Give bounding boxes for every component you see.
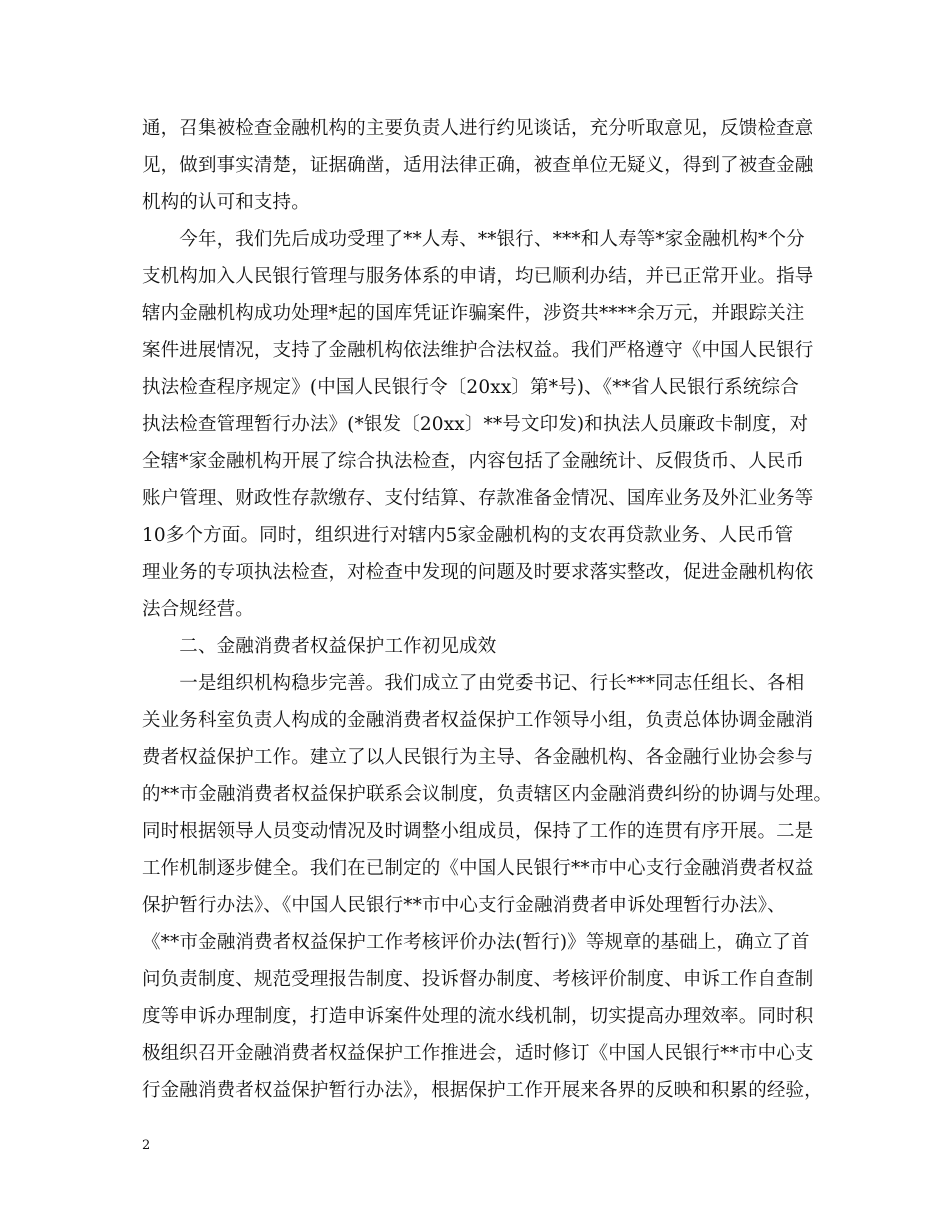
text-line: 一是组织机构稳步完善。我们成立了由党委书记、行长***同志任组长、各相 (142, 673, 805, 694)
text-line: 执法检查管理暂行办法》(*银发〔20xx〕**号文印发)和执法人员廉政卡制度，对 (142, 414, 809, 435)
text-line: 同时根据领导人员变动情况及时调整小组成员，保持了工作的连贯有序开展。二是 (142, 821, 814, 842)
text-line: 通，召集被检查金融机构的主要负责人进行约见谈话，充分听取意见，反馈检查意 (142, 118, 814, 139)
text-line: 《**市金融消费者权益保护工作考核评价办法(暂行)》等规章的基础上，确立了首 (142, 932, 810, 953)
text-line: 行金融消费者权益保护暂行办法》，根据保护工作开展来各界的反映和积累的经验， (142, 1080, 823, 1101)
text-line: 的**市金融消费者权益保护联系会议制度，负责辖区内金融消费纠纷的协调与处理。 (142, 784, 833, 805)
page-number: 2 (142, 1138, 151, 1153)
text-line: 账户管理、财政性存款缴存、支付结算、存款准备金情况、国库业务及外汇业务等 (142, 488, 814, 509)
text-line: 10多个方面。同时，组织进行对辖内5家金融机构的支农再贷款业务、人民币管 (142, 525, 794, 546)
text-line: 法合规经营。 (142, 599, 254, 620)
text-line: 今年，我们先后成功受理了**人寿、**银行、***和人寿等*家金融机构*个分 (142, 229, 805, 250)
text-line: 见，做到事实清楚，证据确凿，适用法律正确，被查单位无疑义，得到了被查金融 (142, 155, 814, 176)
text-line: 执法检查程序规定》(中国人民银行令〔20xx〕第*号)、《**省人民银行系统综合 (142, 377, 799, 398)
text-line: 辖内金融机构成功处理*起的国库凭证诈骗案件，涉资共****余万元，并跟踪关注 (142, 303, 805, 324)
text-line: 工作机制逐步健全。我们在已制定的《中国人民银行**市中心支行金融消费者权益 (142, 858, 814, 879)
text-line: 理业务的专项执法检查，对检查中发现的问题及时要求落实整改，促进金融机构依 (142, 562, 814, 583)
text-line: 保护暂行办法》、《中国人民银行**市中心支行金融消费者申诉处理暂行办法》、 (142, 895, 786, 916)
section-heading: 二、金融消费者权益保护工作初见成效 (142, 636, 497, 657)
text-line: 全辖*家金融机构开展了综合执法检查，内容包括了金融统计、反假货币、人民币 (142, 451, 805, 472)
text-line: 案件进展情况，支持了金融机构依法维护合法权益。我们严格遵守《中国人民银行 (142, 340, 814, 361)
text-line: 极组织召开金融消费者权益保护工作推进会，适时修订《中国人民银行**市中心支 (142, 1043, 814, 1064)
text-line: 支机构加入人民银行管理与服务体系的申请，均已顺利办结，并已正常开业。指导 (142, 266, 814, 287)
text-line: 费者权益保护工作。建立了以人民银行为主导、各金融机构、各金融行业协会参与 (142, 747, 814, 768)
text-line: 度等申诉办理制度，打造申诉案件处理的流水线机制，切实提高办理效率。同时积 (142, 1006, 814, 1027)
text-line: 问负责制度、规范受理报告制度、投诉督办制度、考核评价制度、申诉工作自查制 (142, 969, 814, 990)
text-line: 关业务科室负责人构成的金融消费者权益保护工作领导小组，负责总体协调金融消 (142, 710, 814, 731)
text-line: 机构的认可和支持。 (142, 192, 310, 213)
